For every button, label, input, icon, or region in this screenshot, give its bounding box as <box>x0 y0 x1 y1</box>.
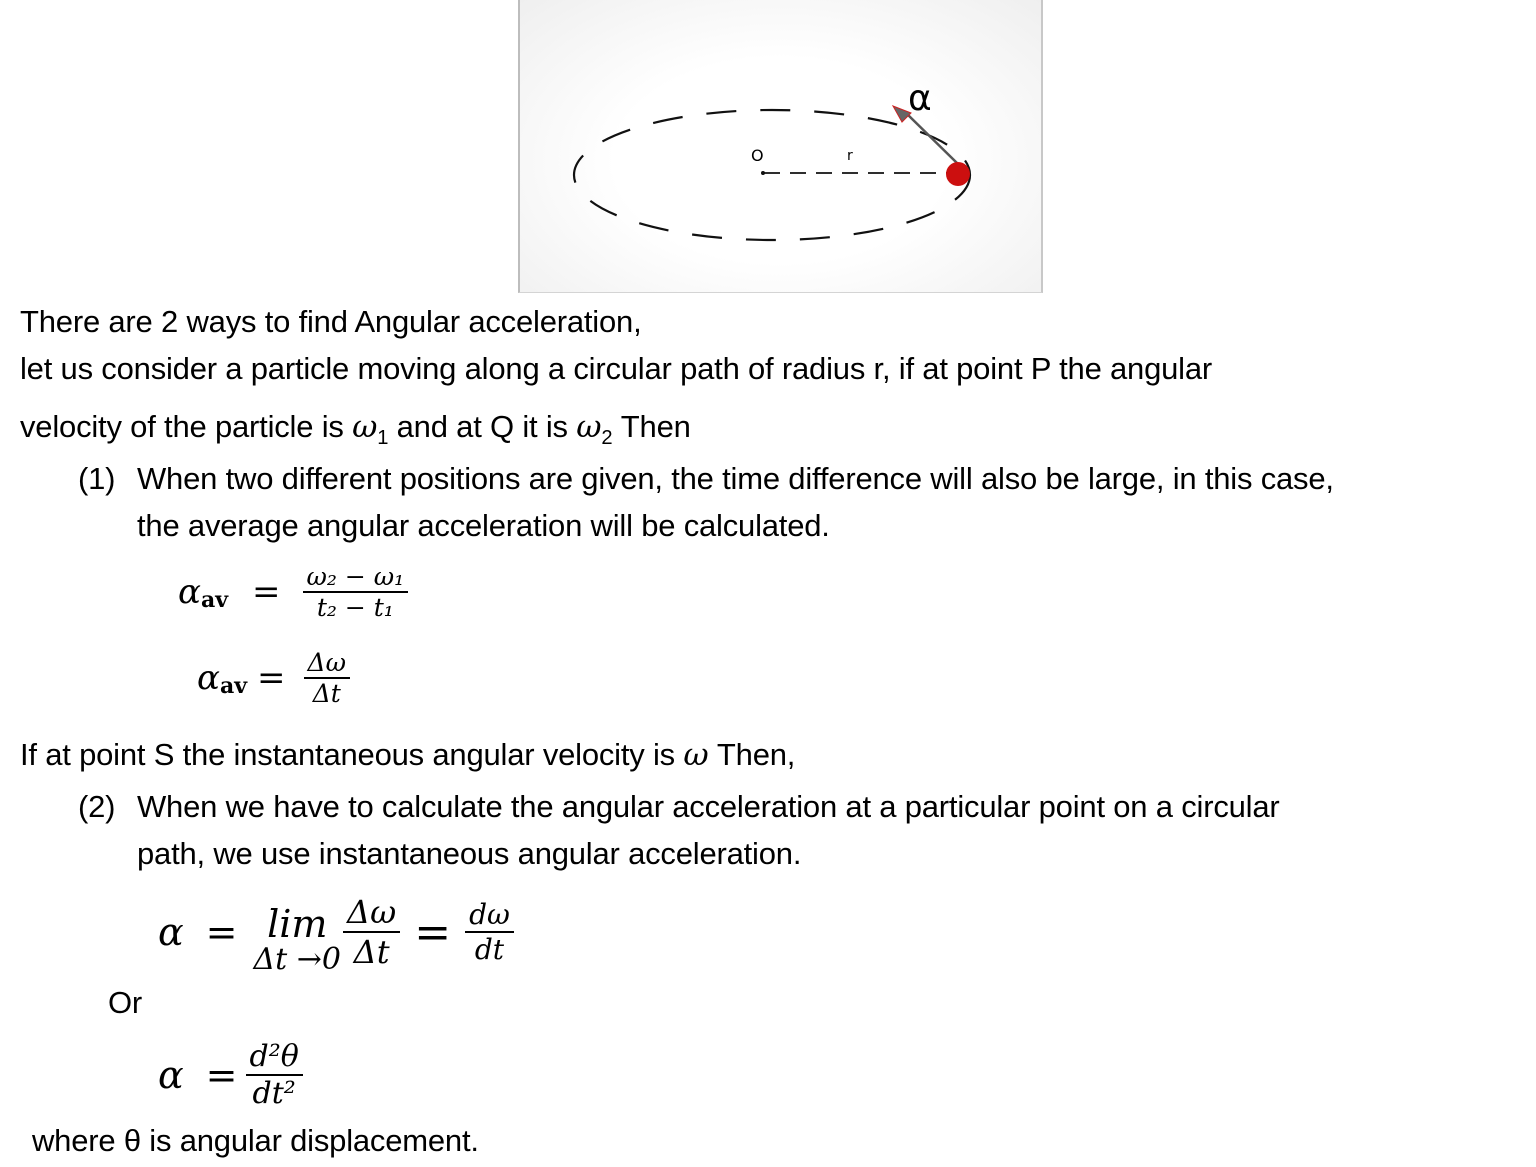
numerator: Δω <box>347 893 397 931</box>
numerator: Δω <box>307 648 346 677</box>
circular-path <box>574 110 970 240</box>
case-2-line-1: When we have to calculate the angular acceleration at a particular point on a circular <box>137 789 1280 824</box>
fraction <box>465 898 514 966</box>
equals-sign: = <box>414 906 452 958</box>
omega-symbol: ω <box>352 409 378 445</box>
circular-motion-diagram <box>518 0 1043 293</box>
case-2-number: (2) <box>78 789 116 824</box>
numerator: dω <box>469 898 510 931</box>
numerator: ω₂ − ω₁ <box>306 562 405 591</box>
denominator: dt² <box>252 1076 296 1111</box>
intro-line-3-text-b: and at Q it is <box>388 409 577 444</box>
circular-path-svg <box>520 0 1045 293</box>
intro-line-3-text-a: velocity of the particle is <box>20 409 353 444</box>
alpha-subscript: av <box>219 673 248 699</box>
equals-sign: = <box>205 1053 238 1097</box>
denominator: dt <box>474 933 505 966</box>
alpha-symbol: α <box>158 1053 184 1097</box>
center-point <box>761 171 765 175</box>
alpha-symbol: α <box>158 910 184 954</box>
radius-label: r <box>847 148 853 164</box>
case-1-line-2: the average angular acceleration will be calculated. <box>137 508 830 543</box>
omega-symbol: ω <box>576 409 602 445</box>
numerator: d²θ <box>249 1039 299 1074</box>
instantaneous-intro <box>20 737 795 773</box>
fraction <box>246 1039 303 1111</box>
instantaneous-intro-text-b: Then, <box>708 737 796 772</box>
theta-definition: where θ is angular displacement. <box>32 1123 479 1158</box>
equals-sign: = <box>252 572 281 612</box>
alpha-symbol: α <box>197 658 220 698</box>
denominator: Δt <box>353 933 390 971</box>
or-label: Or <box>108 985 143 1020</box>
alpha-symbol: α <box>178 572 201 612</box>
equals-sign: = <box>205 910 238 954</box>
omega-subscript-1: 1 <box>377 427 389 450</box>
lim-text: lim <box>267 902 328 946</box>
equation-average-acceleration <box>178 552 408 632</box>
omega-symbol: ω <box>683 737 709 773</box>
equation-instantaneous-acceleration <box>158 884 514 980</box>
equation-average-acceleration-delta <box>197 638 350 718</box>
intro-line-3 <box>20 409 691 456</box>
acceleration-arrow <box>905 112 957 163</box>
intro-line-3-text-c: Then <box>612 409 691 444</box>
limit-operator <box>254 904 341 976</box>
center-label: O <box>751 146 764 165</box>
omega-subscript-2: 2 <box>601 427 613 450</box>
denominator: t₂ − t₁ <box>316 593 394 622</box>
alpha-label: α <box>908 78 932 119</box>
case-1-line-1: When two different positions are given, the time difference will also be large, in this case, <box>137 461 1334 496</box>
lim-subscript: Δt →0 <box>253 942 341 977</box>
case-1-number: (1) <box>78 461 116 496</box>
fraction <box>303 562 409 622</box>
fraction <box>304 648 350 708</box>
denominator: Δt <box>312 679 341 708</box>
fraction <box>343 893 400 971</box>
alpha-subscript: av <box>200 587 229 613</box>
intro-line-1: There are 2 ways to find Angular acceleration, <box>20 304 642 339</box>
instantaneous-intro-text-a: If at point S the instantaneous angular velocity is <box>20 737 684 772</box>
intro-line-2: let us consider a particle moving along a circular path of radius r, if at point P the angular <box>20 351 1213 386</box>
case-2-line-2: path, we use instantaneous angular acceleration. <box>137 836 802 871</box>
particle <box>946 162 970 186</box>
equals-sign: = <box>257 658 286 698</box>
equation-second-derivative <box>158 1030 303 1120</box>
